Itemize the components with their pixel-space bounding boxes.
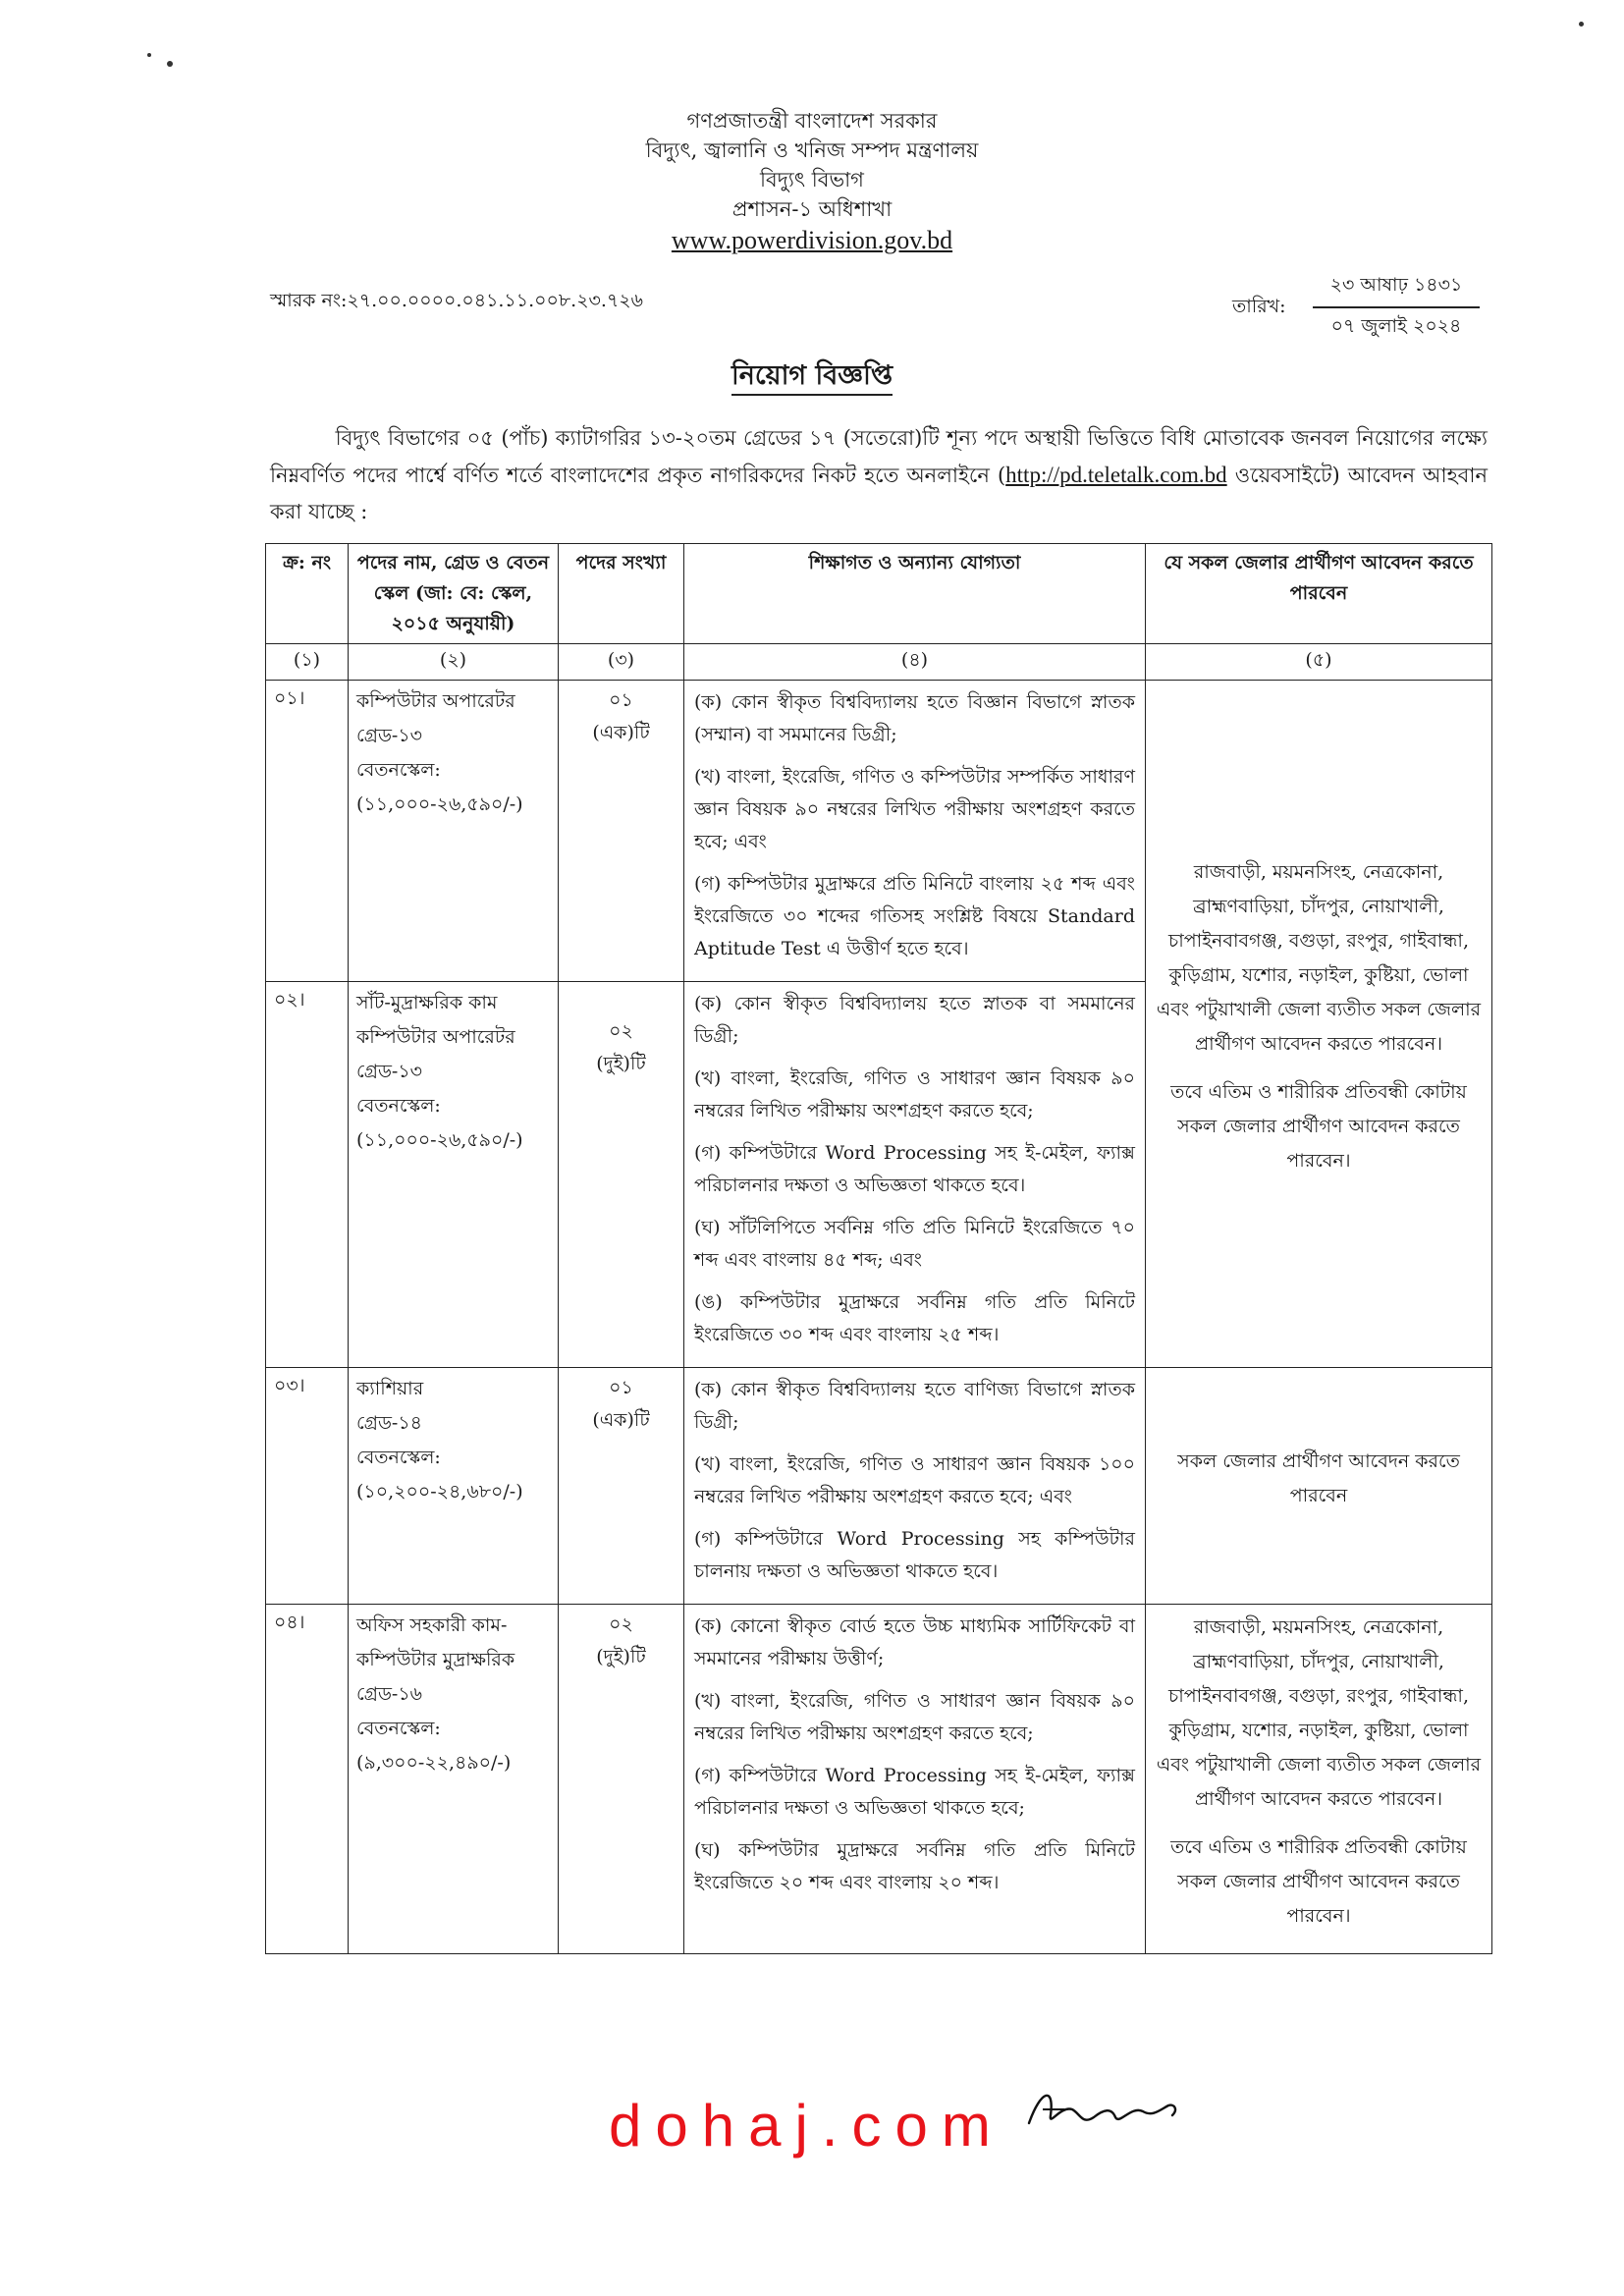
col-header-districts: যে সকল জেলার প্রার্থীগণ আবেদন করতে পারবেন [1146,544,1492,644]
count-cell [559,681,684,982]
col-number: (২) [349,644,559,681]
vacancy-table [265,543,1492,1954]
intro-text-end: ওয়েবসাইটে) আবেদন আহবান করা যাচ্ছে : [270,464,1488,523]
intro-text: বিদ্যুৎ বিভাগের ০৫ (পাঁচ) ক্যাটাগরির ১৩-২০তম গ্রেডের ১৭ (সতেরো)টি শূন্য পদে অস্থায়ী ভিত্তিতে বিধি মোতাবেক জনবল নিয়োগের লক্ষ্যে নিম্নবর্ণিত পদের পার্শ্বে বর্ণিত শর্তে বাংলাদেশের প্রকৃত নাগরিকদের নিকট হতে অনলাইনে ( [270,426,1488,487]
qualification-cell [684,1605,1146,1954]
govt-name: গণপ্রজাতন্ত্রী বাংলাদেশ সরকার [686,109,938,133]
intro-paragraph [270,420,1488,530]
ministry-name: বিদ্যুৎ, জ্বালানি ও খনিজ সম্পদ মন্ত্রণালয় [645,138,979,162]
count-words: (এক)টি [592,722,650,743]
qualification-item: (গ) কম্পিউটারে Word Processing সহ কম্পিউটার চালনায় দক্ষতা ও অভিজ্ঞতা থাকতে হবে। [694,1528,1135,1582]
post-cell [349,1605,559,1954]
scan-speck [167,61,173,67]
count-words: (দুই)টি [596,1053,646,1074]
col-header-serial: ক্র: নং [266,544,349,644]
post-line: (১১,০০০-২৬,৫৯০/-) [356,793,523,815]
post-cell [349,1368,559,1605]
table-row [266,681,1492,982]
qualification-item: (গ) কম্পিউটার মুদ্রাক্ষরে প্রতি মিনিটে বাংলায় ২৫ শব্দ এবং ইংরেজিতে ৩০ শব্দের গতিসহ সংশ্লিষ্ট বিষয়ে Standard Aptitude Test এ উত্তীর্ণ হতে হবে। [694,873,1135,959]
district-quota-text: তবে এতিম ও শারীরিক প্রতিবন্ধী কোটায় সকল জেলার প্রার্থীগণ আবেদন করতে পারবেন। [1170,1081,1467,1172]
qualification-item: (ক) কোন স্বীকৃত বিশ্ববিদ্যালয় হতে স্নাতক বা সমমানের ডিগ্রী; [694,993,1135,1047]
qualification-item: (ক) কোন স্বীকৃত বিশ্ববিদ্যালয় হতে বাণিজ্য বিভাগে স্নাতক ডিগ্রী; [694,1379,1135,1433]
district-cell [1146,1605,1492,1954]
qualification-item: (ক) কোনো স্বীকৃত বোর্ড হতে উচ্চ মাধ্যমিক সার্টিফিকেট বা সমমানের পরীক্ষায় উত্তীর্ণ; [694,1615,1135,1669]
post-line: বেতনস্কেল: [356,1095,441,1117]
post-line: বেতনস্কেল: [356,1447,441,1468]
column-number-row [266,644,1492,681]
post-line: গ্রেড-১৬ [356,1683,423,1705]
col-number: (১) [266,644,349,681]
division-name: বিদ্যুৎ বিভাগ [760,168,864,191]
district-text: রাজবাড়ী, ময়মনসিংহ, নেত্রকোনা, ব্রাহ্মণবাড়িয়া, চাঁদপুর, নোয়াখালী, চাপাইনবাবগঞ্জ, বগুড়া, রংপুর, গাইবান্ধা, কুড়িগ্রাম, যশোর, নড়াইল, কুষ্টিয়া, ভোলা এবং পটুয়াখালী জেলা ব্যতীত সকল জেলার প্রার্থীগণ আবেদন করতে পারবেন। [1156,1616,1482,1810]
qualification-item: (খ) বাংলা, ইংরেজি, গণিত ও সাধারণ জ্ঞান বিষয়ক ১০০ নম্বরের লিখিত পরীক্ষায় অংশগ্রহণ করতে হবে; এবং [694,1453,1135,1507]
qualification-cell [684,982,1146,1368]
scan-speck [1579,22,1584,27]
qualification-item: (গ) কম্পিউটারে Word Processing সহ ই-মেইল, ফ্যাক্স পরিচালনার দক্ষতা ও অভিজ্ঞতা থাকতে হবে; [694,1765,1135,1819]
post-line: (১০,২০০-২৪,৬৮০/-) [356,1481,523,1503]
post-cell [349,681,559,982]
website-link[interactable]: www.powerdivision.gov.bd [671,226,953,254]
qualification-item: (ঙ) কম্পিউটার মুদ্রাক্ষরে সর্বনিম্ন গতি প্রতি মিনিটে ইংরেজিতে ৩০ শব্দ এবং বাংলায় ২৫ শব্দ। [694,1291,1135,1345]
application-link[interactable]: http://pd.teletalk.com.bd [1005,463,1227,487]
serial-cell: ০৪। [266,1605,349,1954]
post-line: কম্পিউটার অপারেটর [356,1026,515,1048]
count-number: ০২ [609,1613,633,1635]
count-cell [559,982,684,1368]
post-line: গ্রেড-১৩ [356,1061,423,1082]
qualification-cell [684,681,1146,982]
date-english: ০৭ জুলাই ২০২৪ [1330,315,1462,337]
serial-cell: ০১। [266,681,349,982]
post-line: গ্রেড-১৩ [356,725,423,746]
table-header-row [266,544,1492,644]
district-text: রাজবাড়ী, ময়মনসিংহ, নেত্রকোনা, ব্রাহ্মণবাড়িয়া, চাঁদপুর, নোয়াখালী, চাপাইনবাবগঞ্জ, বগুড়া, রংপুর, গাইবান্ধা, কুড়িগ্রাম, যশোর, নড়াইল, কুষ্টিয়া, ভোলা এবং পটুয়াখালী জেলা ব্যতীত সকল জেলার প্রার্থীগণ আবেদন করতে পারবেন। [1156,861,1482,1055]
serial-cell: ০৩। [266,1368,349,1605]
post-line: কম্পিউটার অপারেটর [356,690,515,712]
col-number: (৫) [1146,644,1492,681]
watermark: dohaj.com [609,2093,1004,2159]
qualification-item: (ক) কোন স্বীকৃত বিশ্ববিদ্যালয় হতে বিজ্ঞান বিভাগে স্নাতক (সম্মান) বা সমমানের ডিগ্রী; [694,691,1135,745]
col-header-count: পদের সংখ্যা [559,544,684,644]
signature [1021,2080,1188,2139]
post-cell [349,982,559,1368]
col-number: (৪) [684,644,1146,681]
post-line: সাঁট-মুদ্রাক্ষরিক কাম [356,992,498,1013]
count-words: (দুই)টি [596,1646,646,1667]
notice-title [0,355,1624,400]
table-row [266,1368,1492,1605]
post-line: ক্যাশিয়ার [356,1378,424,1399]
district-cell [1146,1368,1492,1605]
post-line: (১১,০০০-২৬,৫৯০/-) [356,1129,523,1151]
count-number: ০২ [609,1020,633,1042]
post-line: কম্পিউটার মুদ্রাক্ষরিক [356,1649,515,1670]
letterhead [0,106,1624,255]
col-header-qualification: শিক্ষাগত ও অন্যান্য যোগ্যতা [684,544,1146,644]
post-line: গ্রেড-১৪ [356,1412,423,1434]
qualification-item: (ঘ) সাঁটলিপিতে সর্বনিম্ন গতি প্রতি মিনিটে ইংরেজিতে ৭০ শব্দ এবং বাংলায় ৪৫ শব্দ; এবং [694,1217,1135,1271]
count-number: ০১ [609,1377,633,1398]
post-line: (৯,৩০০-২২,৪৯০/-) [356,1752,512,1774]
post-line: অফিস সহকারী কাম- [356,1614,508,1636]
qualification-cell [684,1368,1146,1605]
district-text: সকল জেলার প্রার্থীগণ আবেদন করতে পারবেন [1177,1450,1460,1506]
date-label: তারিখ: [1232,296,1286,317]
qualification-item: (গ) কম্পিউটারে Word Processing সহ ই-মেইল, ফ্যাক্স পরিচালনার দক্ষতা ও অভিজ্ঞতা থাকতে হবে। [694,1142,1135,1196]
district-cell [1146,681,1492,1368]
qualification-item: (খ) বাংলা, ইংরেজি, গণিত ও কম্পিউটার সম্পর্কিত সাধারণ জ্ঞান বিষয়ক ৯০ নম্বরের লিখিত পরীক্ষায় অংশগ্রহণ করতে হবে; এবং [694,766,1135,852]
scan-speck [147,53,151,57]
serial-cell: ০২। [266,982,349,1368]
table-row [266,1605,1492,1954]
memo-reference: স্মারক নং:২৭.০০.০০০০.০৪১.১১.০০৮.২৩.৭২৬ [270,290,644,311]
count-number: ০১ [609,689,633,711]
col-number: (৩) [559,644,684,681]
qualification-item: (খ) বাংলা, ইংরেজি, গণিত ও সাধারণ জ্ঞান বিষয়ক ৯০ নম্বরের লিখিত পরীক্ষায় অংশগ্রহণ করতে হবে; [694,1690,1135,1744]
count-words: (এক)টি [592,1409,650,1431]
post-line: বেতনস্কেল: [356,1718,441,1739]
branch-name: প্রশাসন-১ অধিশাখা [731,197,893,221]
qualification-item: (ঘ) কম্পিউটার মুদ্রাক্ষরে সর্বনিম্ন গতি প্রতি মিনিটে ইংরেজিতে ২০ শব্দ এবং বাংলায় ২০ শব্দ। [694,1839,1135,1893]
qualification-item: (খ) বাংলা, ইংরেজি, গণিত ও সাধারণ জ্ঞান বিষয়ক ৯০ নম্বরের লিখিত পরীক্ষায় অংশগ্রহণ করতে হবে; [694,1067,1135,1121]
district-quota-text: তবে এতিম ও শারীরিক প্রতিবন্ধী কোটায় সকল জেলার প্রার্থীগণ আবেদন করতে পারবেন। [1170,1836,1467,1927]
count-cell [559,1368,684,1605]
count-cell [559,1605,684,1954]
date-bangla: ২৩ আষাঢ় ১৪৩১ [1313,271,1480,308]
col-header-post: পদের নাম, গ্রেড ও বেতন স্কেল (জা: বে: স্কেল, ২০১৫ অনুযায়ী) [349,544,559,644]
post-line: বেতনস্কেল: [356,759,441,781]
notice-title-text: নিয়োগ বিজ্ঞপ্তি [731,360,893,396]
